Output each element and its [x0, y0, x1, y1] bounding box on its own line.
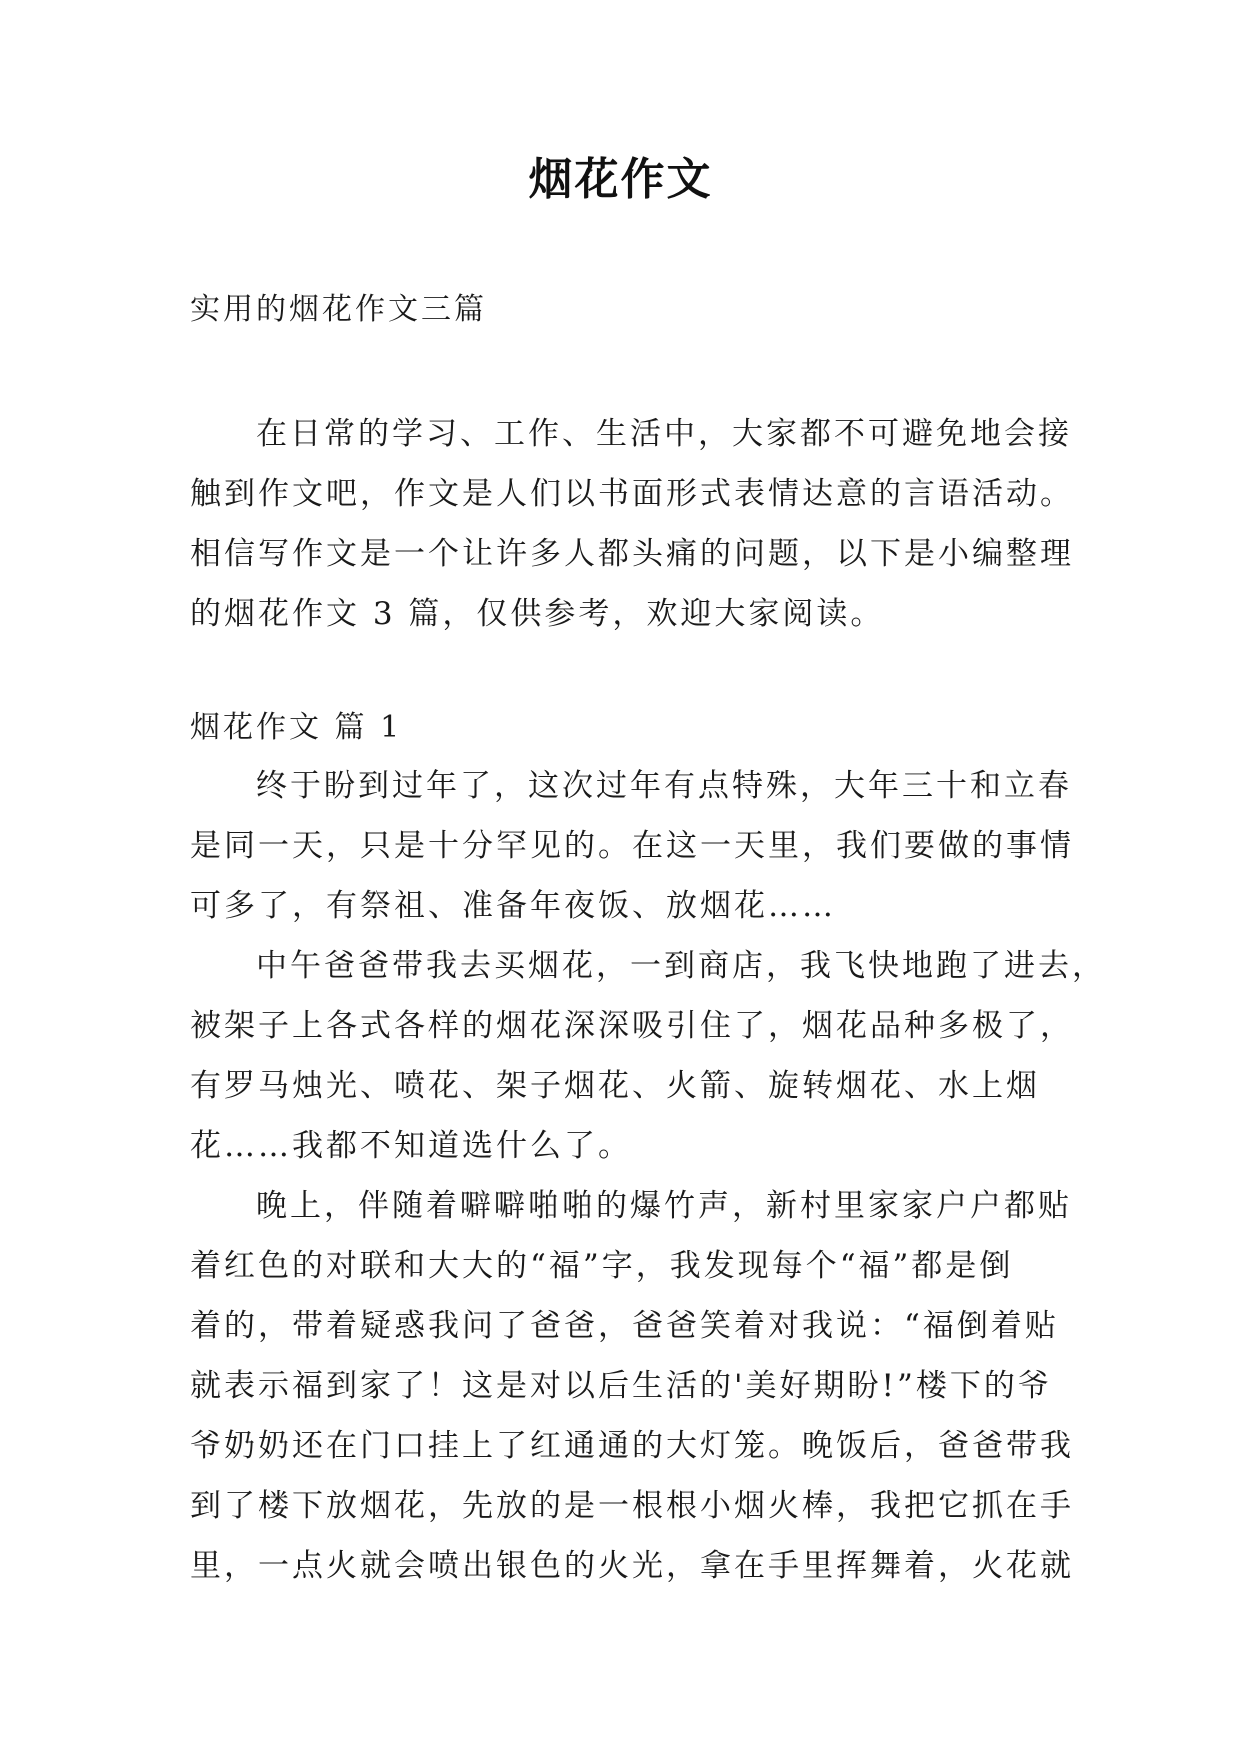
essay-line: 着的，带着疑惑我问了爸爸，爸爸笑着对我说：“福倒着贴: [190, 1308, 1059, 1344]
essay-line: 中午爸爸带我去买烟花，一到商店，我飞快地跑了进去，: [256, 948, 1106, 984]
intro-paragraph: [190, 404, 1074, 644]
intro-line: 的烟花作文 3 篇，仅供参考，欢迎大家阅读。: [190, 596, 885, 632]
essay-line: 到了楼下放烟花，先放的是一根根小烟火棒，我把它抓在手: [190, 1488, 1074, 1524]
essay-line: 是同一天，只是十分罕见的。在这一天里，我们要做的事情: [190, 828, 1074, 864]
essay-line: 里，一点火就会喷出银色的火光，拿在手里挥舞着，火花就: [190, 1548, 1074, 1584]
essay-line: 就表示福到家了！这是对以后生活的'美好期盼!”楼下的爷: [190, 1368, 1052, 1404]
section-heading: 烟花作文 篇 1: [190, 710, 403, 745]
essay-line: 有罗马烛光、喷花、架子烟花、火箭、旋转烟花、水上烟: [190, 1068, 1040, 1104]
essay-body: [190, 756, 1106, 1596]
essay-line: 被架子上各式各样的烟花深深吸引住了，烟花品种多极了，: [190, 1008, 1074, 1044]
intro-line: 在日常的学习、工作、生活中，大家都不可避免地会接: [256, 416, 1072, 452]
essay-line: 爷奶奶还在门口挂上了红通通的大灯笼。晚饭后，爸爸带我: [190, 1428, 1074, 1464]
essay-line: 着红色的对联和大大的“福”字，我发现每个“福”都是倒: [190, 1248, 1014, 1284]
essay-line: 花……我都不知道选什么了。: [190, 1128, 632, 1164]
essay-line: 晚上，伴随着噼噼啪啪的爆竹声，新村里家家户户都贴: [256, 1188, 1072, 1224]
document-subtitle: 实用的烟花作文三篇: [190, 292, 487, 327]
intro-line: 相信写作文是一个让许多人都头痛的问题，以下是小编整理: [190, 536, 1074, 572]
essay-line: 可多了，有祭祖、准备年夜饭、放烟花……: [190, 888, 836, 924]
intro-line: 触到作文吧，作文是人们以书面形式表情达意的言语活动。: [190, 476, 1074, 512]
document-title: 烟花作文: [528, 154, 713, 205]
essay-line: 终于盼到过年了，这次过年有点特殊，大年三十和立春: [256, 768, 1072, 804]
